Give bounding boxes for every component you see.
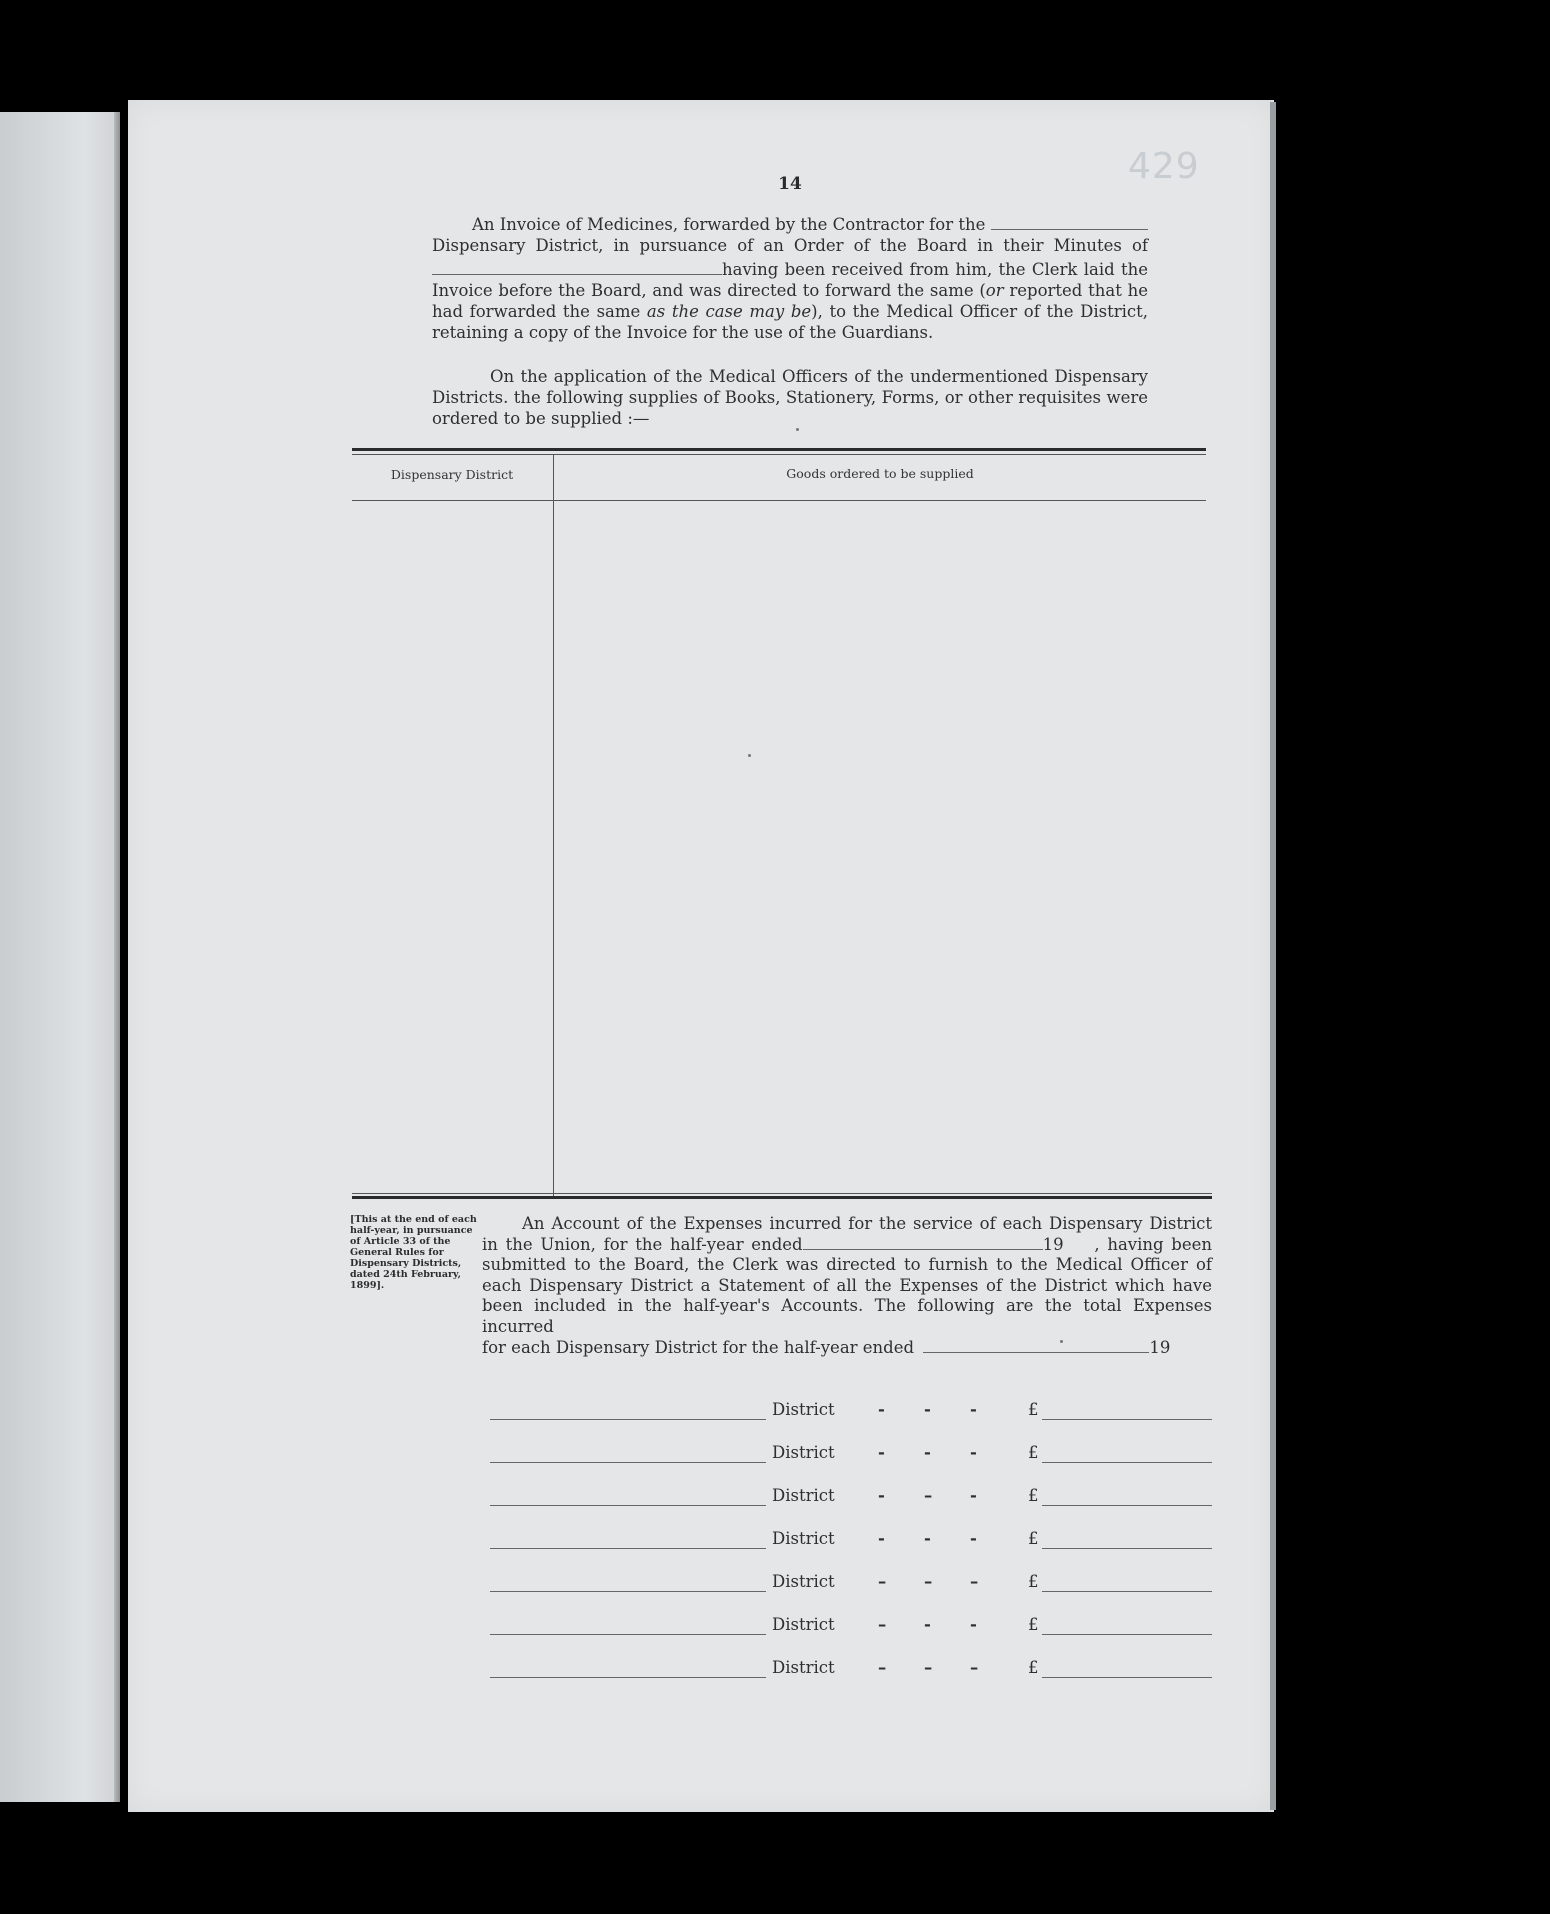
district-name-blank[interactable] [490,1505,766,1506]
invoice-text-3: having been received from him, the Clerk laid the Invoice before the Board, and was directed to forward the same ( [432,260,1148,300]
invoice-text-5: ), to the Medical Officer of the District, retaining a copy of the Invoice for the use of the Guardians. [432,302,1148,342]
invoice-italic-case: as the case may be [646,302,812,321]
district-row [490,1570,1212,1594]
document-page [128,100,1274,1812]
dash: – [878,1658,887,1677]
dash: - [878,1400,885,1419]
dash: – [924,1486,933,1505]
district-label: District [772,1572,835,1591]
table-header-rule [352,500,1206,501]
pound-sign: £ [1028,1658,1039,1677]
dash: – [878,1615,887,1634]
left-page-edge [0,112,120,1802]
pound-sign: £ [1028,1443,1039,1462]
dash: - [970,1529,977,1548]
district-row [490,1527,1212,1551]
amount-blank[interactable] [1042,1505,1212,1506]
paper-speck [796,428,799,431]
invoice-line-1 [432,214,1148,235]
table-column-divider [553,454,554,1198]
half-year-date-blank[interactable] [803,1235,1043,1250]
amount-blank[interactable] [1042,1677,1212,1678]
dash: – [924,1572,933,1591]
pound-sign: £ [1028,1615,1039,1634]
district-label: District [772,1443,835,1462]
dash: - [970,1443,977,1462]
dash: - [878,1443,885,1462]
amount-blank[interactable] [1042,1591,1212,1592]
invoice-italic-or: or [985,281,1004,300]
district-label: District [772,1486,835,1505]
amount-blank[interactable] [1042,1634,1212,1635]
application-paragraph: On the application of the Medical Officers of the undermentioned Dispensary Districts. the following supplies of Books, Stationery, Forms, or other requisites were ordered to be supplied :— [432,367,1148,428]
table-top-rule-inner [352,454,1206,455]
district-row [490,1484,1212,1508]
dash: – [924,1658,933,1677]
dash: – [878,1572,887,1591]
dash: - [924,1615,931,1634]
account-paragraph [482,1214,1212,1337]
district-name-blank[interactable] [490,1591,766,1592]
district-row [490,1656,1212,1680]
dash: - [970,1615,977,1634]
amount-blank[interactable] [1042,1548,1212,1549]
paper-speck [748,754,751,757]
district-name-blank[interactable] [490,1677,766,1678]
pound-sign: £ [1028,1529,1039,1548]
district-label: District [772,1400,835,1419]
district-name-blank[interactable] [490,1462,766,1463]
account-year: 19 [1042,1234,1064,1254]
district-row [490,1613,1212,1637]
contractor-blank[interactable] [991,215,1148,230]
paper-speck [1060,1340,1063,1343]
for-each-line [482,1338,1182,1357]
column-header-goods: Goods ordered to be supplied [786,466,974,481]
amount-blank[interactable] [1042,1462,1212,1463]
margin-note: [This at the end of each half-year, in pursuance of Article 33 of the General Rules for Dispensary Districts, dated 24th February, 1899]. [350,1214,477,1291]
district-name-blank[interactable] [490,1419,766,1420]
page-number: 14 [778,174,802,194]
district-label: District [772,1658,835,1677]
invoice-text-4: reported that he had forwarded the same [432,281,1148,321]
district-name-blank[interactable] [490,1548,766,1549]
district-label: District [772,1529,835,1548]
dash: - [970,1400,977,1419]
dash: - [924,1400,931,1419]
district-row [490,1441,1212,1465]
dash: – [970,1658,979,1677]
for-each-date-blank[interactable] [923,1338,1149,1353]
dash: - [970,1486,977,1505]
account-text-3: , having been submitted to the Board, the Clerk was directed to furnish to the Medical Officer of each Dispensary District a Statement of all the Expenses of the District which have been included in the half-year's Accounts. The following are the total Expenses incurred [482,1234,1212,1336]
dash: – [970,1572,979,1591]
table-bottom-rule [352,1196,1212,1199]
pound-sign: £ [1028,1572,1039,1591]
invoice-text-2: Dispensary District, in pursuance of an Order of the Board in their Minutes of [432,236,1148,255]
for-each-year: 19 [1149,1338,1171,1357]
pound-sign: £ [1028,1400,1039,1419]
invoice-paragraph [432,214,1148,343]
invoice-text-1: An Invoice of Medicines, forwarded by the Contractor for the [472,215,986,234]
account-text-1: An Account of the Expenses incurred for the service of each Dispensary District in the Union, for the half-year ended [482,1214,1212,1254]
dash: - [924,1529,931,1548]
district-name-blank[interactable] [490,1634,766,1635]
minutes-date-blank[interactable] [432,260,722,275]
table-top-rule [352,448,1206,451]
pound-sign: £ [1028,1486,1039,1505]
dash: - [878,1529,885,1548]
district-row [490,1398,1212,1422]
stamp-number: 429 [1128,146,1200,187]
table-bottom-rule-inner [352,1193,1212,1194]
for-each-text: for each Dispensary District for the half-year ended [482,1338,915,1357]
dash: - [878,1486,885,1505]
column-header-district: Dispensary District [390,467,514,482]
district-label: District [772,1615,835,1634]
dash: - [924,1443,931,1462]
page-edge-shadow [1270,102,1276,1810]
amount-blank[interactable] [1042,1419,1212,1420]
